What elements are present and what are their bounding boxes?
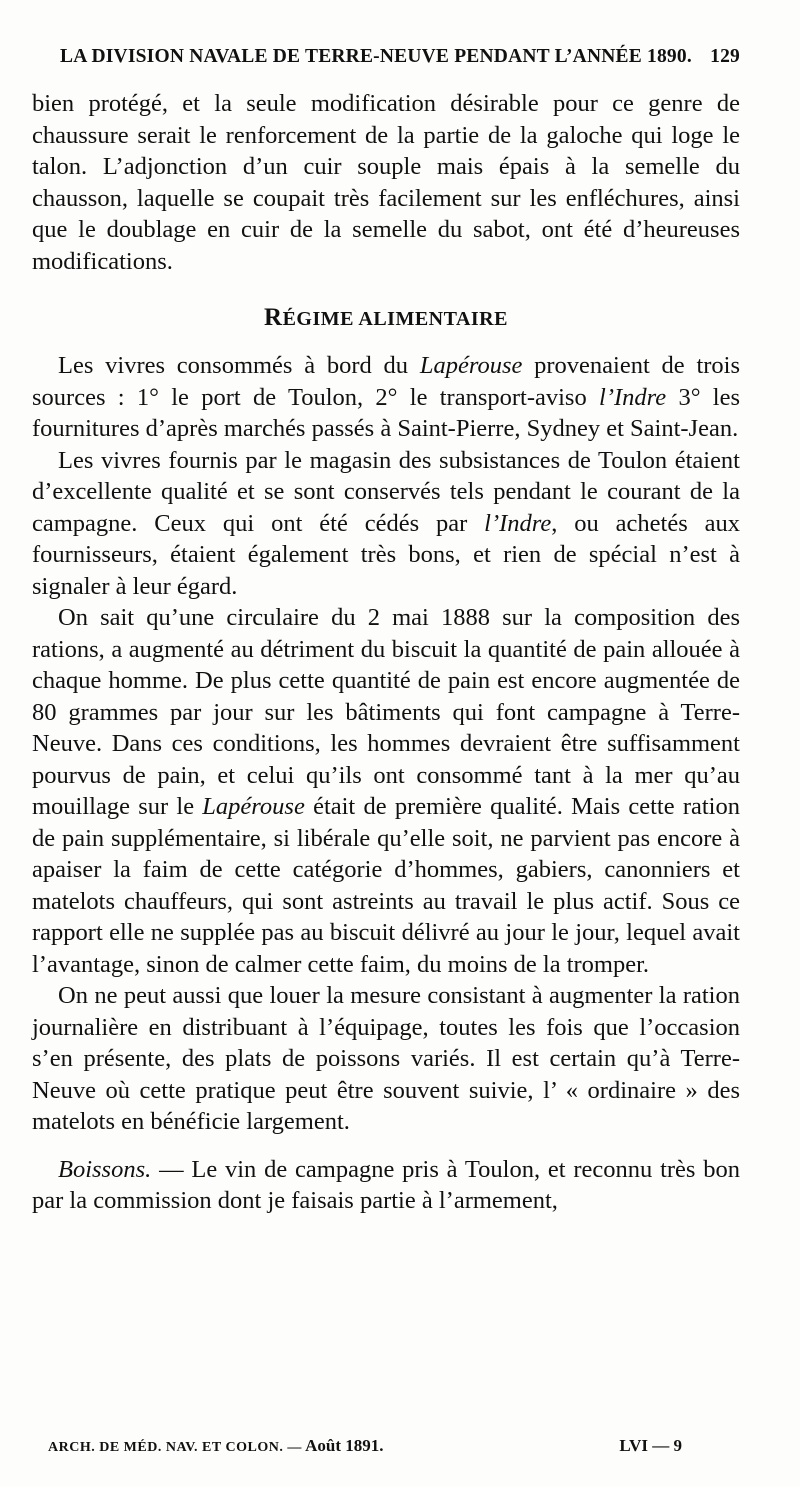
paragraph-bread-ration bbox=[32, 602, 740, 980]
text-run: Les vivres fournis par le magasin des subsistances de Toulon étaient d’excellente qualité et se sont conservés tels pendant le courant de la campagne. Ceux qui ont été cédés par bbox=[32, 446, 740, 537]
text-run: On sait qu’une circulaire du 2 mai 1888 sur la composition des rations, a augmenté au détriment du biscuit la quantité de pain allouée à chaque homme. De plus cette quantité de pain est encore augmentée de 80 grammes par jour sur les bâtiments qui font campagne à Terre-Neuve. Dans ces conditions, les hommes devraient être suffisamment pourvus de pain, et celui qu’ils ont consommé tant à la mer qu’au mouillage sur le bbox=[32, 604, 740, 820]
paragraph-toulon-supplies bbox=[32, 445, 740, 603]
body-text bbox=[32, 88, 740, 1217]
paragraph-continuation: bien protégé, et la seule modification désirable pour ce genre de chaussure serait le renforcement de la partie de la galoche qui loge le talon. L’adjonction d’un cuir souple mais épais à la semelle du chausson, laquelle se coupait très facilement sur les enfléchures, ainsi que le doublage en cuir de la semelle du sabot, ont été d’heureuses modifications. bbox=[32, 90, 740, 275]
section-title bbox=[32, 303, 740, 334]
text-run: — Le vin de campagne pris à Toulon, et reconnu très bon par la commission dont je faisais partie à l’armement, bbox=[32, 1155, 740, 1214]
paragraph-fish-dishes: On ne peut aussi que louer la mesure consistant à augmenter la ration journalière en distribuant à l’équipage, toutes les fois que l’occasion s’en présente, des plats de poissons variés. Il est certain qu’à Terre-Neuve où cette pratique peut être souvent suivie, l’ « ordinaire » des matelots en bénéficie largement. bbox=[32, 982, 740, 1135]
ship-name: l’Indre bbox=[484, 509, 552, 537]
footer-journal-info bbox=[48, 1436, 384, 1456]
journal-date: Août 1891. bbox=[305, 1436, 384, 1455]
ship-name: Lapérouse bbox=[419, 352, 523, 379]
text-run: était de première qualité. Mais cette ration de pain supplémentaire, si libérale qu’elle soit, ne parvient pas encore à apaiser la faim de cette catégorie d’hommes, gabiers, canonniers et matelots chauffeurs, qui sont astreints au travail le plus actif. Sous ce rapport elle ne supplée pas au biscuit délivré au jour le jour, lequel avait l’avantage, sinon de calmer cette faim, du moins de la tromper. bbox=[32, 793, 740, 978]
ship-name: l’Indre bbox=[599, 383, 667, 411]
running-title: LA DIVISION NAVALE DE TERRE-NEUVE PENDANT L’ANNÉE 1890. bbox=[60, 46, 692, 67]
page-number: 129 bbox=[710, 46, 740, 67]
text-run: Les vivres consommés à bord du bbox=[58, 352, 420, 379]
signature-mark: LVI — 9 bbox=[619, 1436, 682, 1455]
running-header bbox=[60, 46, 740, 68]
paragraph-heading: Boissons. bbox=[58, 1155, 152, 1183]
paragraph-drinks bbox=[32, 1154, 740, 1217]
text-run: provenaient de trois sources : 1° le port de Toulon, 2° le transport-aviso bbox=[32, 352, 741, 411]
paragraph-sources bbox=[32, 350, 740, 445]
paragraph-gap bbox=[32, 1138, 740, 1154]
ship-name: Lapérouse bbox=[202, 793, 305, 820]
page-footer bbox=[48, 1436, 682, 1456]
section-title-rest: ÉGIME ALIMENTAIRE bbox=[282, 308, 508, 330]
section-title-initial: R bbox=[264, 304, 283, 331]
journal-name: ARCH. DE MÉD. NAV. ET COLON. — bbox=[48, 1440, 302, 1455]
text-run: 3° les fournitures d’après marchés passés à Saint-Pierre, Sydney et Saint-Jean. bbox=[32, 383, 740, 442]
text-run: , ou achetés aux fournisseurs, étaient également très bons, et rien de spécial n’est à signaler à leur égard. bbox=[32, 509, 740, 600]
